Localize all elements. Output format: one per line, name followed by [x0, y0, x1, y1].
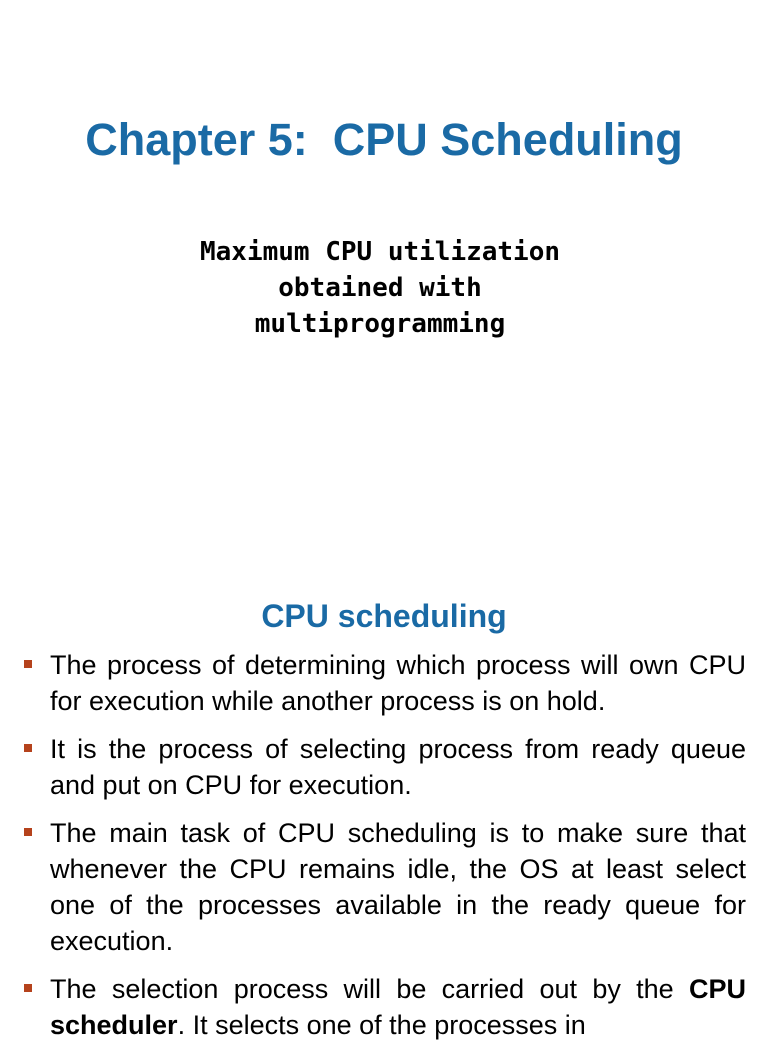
bullet-text: The selection process will be carried out by the	[50, 974, 689, 1004]
subtitle-line: Maximum CPU utilization	[199, 237, 561, 267]
slide-subtitle	[0, 234, 760, 342]
bullet-text: . It selects one of the processes in	[177, 1010, 586, 1040]
bullet-bold-term: CPU scheduler	[50, 974, 746, 1040]
bullet-text: The process of determining which process will own CPU for execution while another process is on hold.	[50, 650, 746, 716]
bullet-item	[22, 647, 746, 719]
bullet-list	[22, 647, 746, 1055]
slide-title: Chapter 5: CPU Scheduling	[85, 114, 683, 165]
square-bullet-icon	[24, 828, 32, 836]
bullet-item	[22, 815, 746, 959]
square-bullet-icon	[24, 660, 32, 668]
square-bullet-icon	[24, 744, 32, 752]
bullet-item	[22, 971, 746, 1043]
square-bullet-icon	[24, 984, 32, 992]
section-heading: CPU scheduling	[261, 598, 507, 634]
subtitle-line: obtained with	[278, 273, 482, 303]
bullet-text: It is the process of selecting process from ready queue and put on CPU for execution.	[50, 734, 746, 800]
subtitle-line: multiprogramming	[254, 309, 506, 339]
bullet-text: The main task of CPU scheduling is to make sure that whenever the CPU remains idle, the OS at least select one of the processes available in the ready queue for execution.	[50, 818, 746, 956]
bullet-item	[22, 731, 746, 803]
